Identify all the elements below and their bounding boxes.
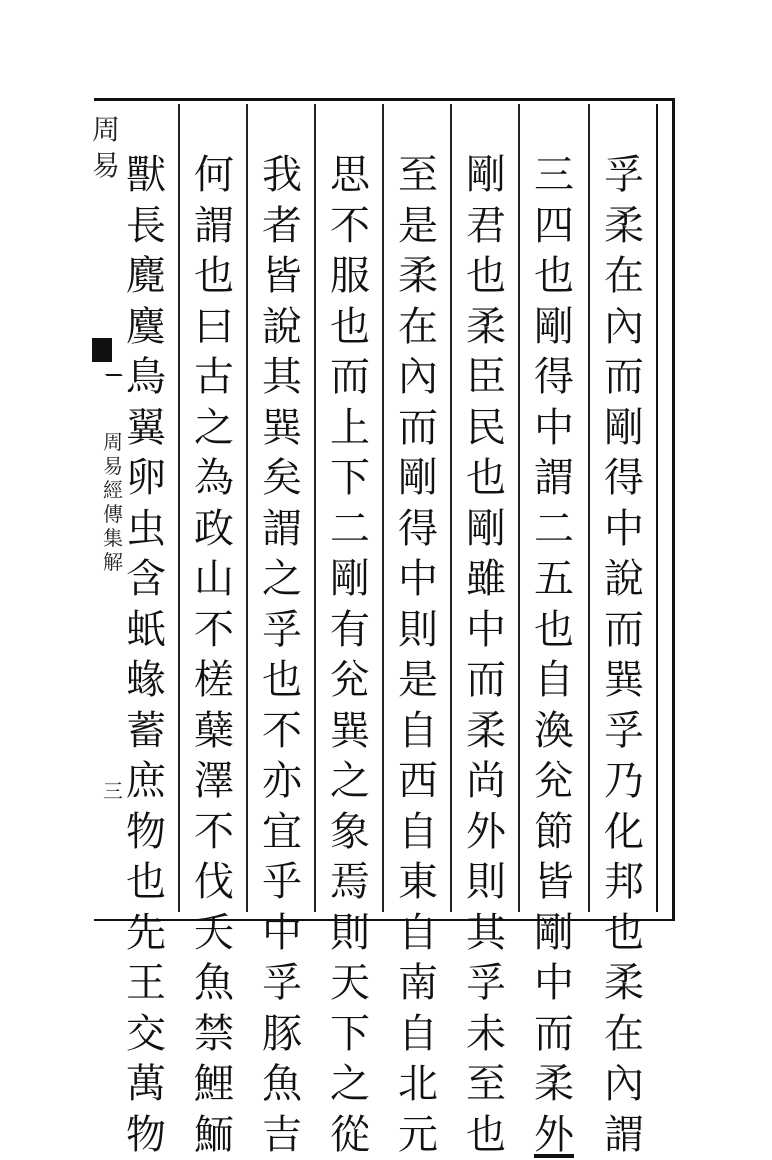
glyph: 宜 <box>262 807 302 858</box>
glyph: 也 <box>466 453 506 504</box>
glyph: 象 <box>330 807 370 858</box>
glyph: 北 <box>398 1059 438 1110</box>
glyph: 古 <box>194 352 234 403</box>
glyph: 而 <box>604 605 644 656</box>
glyph: 為 <box>194 453 234 504</box>
glyph: 矣 <box>262 453 302 504</box>
glyph: 庶 <box>126 756 166 807</box>
glyph: 巽 <box>262 403 302 454</box>
glyph: 謂 <box>194 201 234 252</box>
margin-title <box>92 112 120 184</box>
glyph: 元 <box>398 1110 438 1160</box>
margin-glyph: 易 <box>92 148 120 184</box>
glyph: 曰 <box>194 302 234 353</box>
glyph: 麌 <box>126 302 166 353</box>
glyph: 剛 <box>466 504 506 555</box>
glyph: 者 <box>262 201 302 252</box>
glyph: 天 <box>330 958 370 1009</box>
glyph: 皆 <box>262 251 302 302</box>
glyph: 柔 <box>604 201 644 252</box>
glyph: 謂 <box>604 1110 644 1160</box>
glyph: 則 <box>398 605 438 656</box>
glyph: 長 <box>126 201 166 252</box>
glyph: 亦 <box>262 756 302 807</box>
column-rule <box>382 104 384 912</box>
glyph: 孚 <box>604 150 644 201</box>
margin-glyph: 周 <box>92 112 120 148</box>
glyph: 四 <box>534 201 574 252</box>
glyph: 中 <box>262 908 302 959</box>
glyph: 中 <box>534 403 574 454</box>
glyph: 剛 <box>604 403 644 454</box>
glyph: 山 <box>194 554 234 605</box>
glyph: 麑 <box>126 251 166 302</box>
glyph: 內 <box>604 302 644 353</box>
glyph: 也 <box>262 655 302 706</box>
glyph: 至 <box>398 150 438 201</box>
glyph: 也 <box>194 251 234 302</box>
glyph: 不 <box>262 706 302 757</box>
glyph: 焉 <box>330 857 370 908</box>
glyph: 之 <box>194 403 234 454</box>
glyph: 是 <box>398 201 438 252</box>
glyph: 萬 <box>126 1059 166 1110</box>
page-frame-inner-rule <box>656 104 662 912</box>
glyph: 之 <box>330 756 370 807</box>
glyph: 在 <box>398 302 438 353</box>
glyph: 蘖 <box>194 706 234 757</box>
glyph: 民 <box>466 403 506 454</box>
glyph: 柔 <box>398 251 438 302</box>
glyph: 邦 <box>604 857 644 908</box>
glyph: 自 <box>398 706 438 757</box>
glyph: 之 <box>330 1059 370 1110</box>
glyph: 說 <box>262 302 302 353</box>
glyph: 蓄 <box>126 706 166 757</box>
glyph: 剛 <box>534 908 574 959</box>
glyph: 思 <box>330 150 370 201</box>
text-column-4 <box>390 150 446 1160</box>
glyph: 之 <box>262 554 302 605</box>
glyph: 得 <box>534 352 574 403</box>
glyph: 下 <box>330 1009 370 1060</box>
glyph: 南 <box>398 958 438 1009</box>
glyph: 剛 <box>466 150 506 201</box>
glyph: 剛 <box>398 453 438 504</box>
glyph: 節 <box>534 807 574 858</box>
column-rule <box>588 104 590 912</box>
glyph: 得 <box>398 504 438 555</box>
glyph: 孚 <box>262 958 302 1009</box>
margin-page-number: 三 <box>102 775 124 804</box>
glyph: 其 <box>262 352 302 403</box>
column-rule <box>450 104 452 912</box>
glyph: 其 <box>466 908 506 959</box>
glyph: 外 <box>534 1110 574 1160</box>
glyph: 澤 <box>194 756 234 807</box>
glyph: 而 <box>398 403 438 454</box>
glyph: 三 <box>534 150 574 201</box>
glyph: 得 <box>604 453 644 504</box>
glyph: 中 <box>398 554 438 605</box>
glyph: 而 <box>534 1009 574 1060</box>
glyph: 至 <box>466 1059 506 1110</box>
text-column-2 <box>526 150 582 1160</box>
glyph: 臣 <box>466 352 506 403</box>
text-column-1 <box>596 150 652 1160</box>
glyph: 雖 <box>466 554 506 605</box>
glyph: 鮞 <box>194 1110 234 1160</box>
glyph: 交 <box>126 1009 166 1060</box>
glyph: 巽 <box>330 706 370 757</box>
text-column-5 <box>322 150 378 1160</box>
glyph: 也 <box>330 302 370 353</box>
glyph: 魚 <box>194 958 234 1009</box>
glyph: 內 <box>604 1059 644 1110</box>
glyph: 柔 <box>466 706 506 757</box>
margin-glyph: 集 <box>103 526 123 550</box>
glyph: 兊 <box>330 655 370 706</box>
glyph: 而 <box>604 352 644 403</box>
glyph: 禁 <box>194 1009 234 1060</box>
glyph: 蚔 <box>126 605 166 656</box>
glyph: 也 <box>534 605 574 656</box>
margin-glyph: 周 <box>103 430 123 454</box>
glyph: 自 <box>398 908 438 959</box>
glyph: 巽 <box>604 655 644 706</box>
glyph: 先 <box>126 908 166 959</box>
glyph: 而 <box>330 352 370 403</box>
glyph: 有 <box>330 605 370 656</box>
glyph: 在 <box>604 251 644 302</box>
glyph: 卵 <box>126 453 166 504</box>
glyph: 自 <box>398 807 438 858</box>
glyph: 剛 <box>330 554 370 605</box>
glyph: 說 <box>604 554 644 605</box>
margin-glyph: 解 <box>103 550 123 574</box>
glyph: 不 <box>194 807 234 858</box>
glyph: 夭 <box>194 908 234 959</box>
glyph: 內 <box>398 352 438 403</box>
column-rule <box>178 104 180 912</box>
glyph: 也 <box>604 908 644 959</box>
glyph: 謂 <box>262 504 302 555</box>
glyph: 西 <box>398 756 438 807</box>
glyph: 不 <box>194 605 234 656</box>
glyph: 外 <box>466 807 506 858</box>
glyph: 鯉 <box>194 1059 234 1110</box>
glyph: 豚 <box>262 1009 302 1060</box>
glyph: 是 <box>398 655 438 706</box>
glyph: 物 <box>126 1110 166 1160</box>
glyph: 兊 <box>534 756 574 807</box>
glyph: 皆 <box>534 857 574 908</box>
glyph: 謂 <box>534 453 574 504</box>
glyph: 柔 <box>534 1059 574 1110</box>
glyph: 鳥 <box>126 352 166 403</box>
glyph: 從 <box>330 1110 370 1160</box>
glyph: 物 <box>126 807 166 858</box>
text-column-7 <box>186 150 242 1160</box>
glyph: 而 <box>466 655 506 706</box>
glyph: 則 <box>466 857 506 908</box>
glyph: 孚 <box>262 605 302 656</box>
glyph: 二 <box>534 504 574 555</box>
glyph: 服 <box>330 251 370 302</box>
glyph: 不 <box>330 201 370 252</box>
glyph: 我 <box>262 150 302 201</box>
glyph: 槎 <box>194 655 234 706</box>
text-column-6 <box>254 150 310 1160</box>
glyph: 渙 <box>534 706 574 757</box>
glyph: 柔 <box>466 302 506 353</box>
fishtail-mark <box>92 338 112 362</box>
glyph: 也 <box>466 251 506 302</box>
glyph: 自 <box>398 1009 438 1060</box>
glyph: 乎 <box>262 857 302 908</box>
margin-glyph: 易 <box>103 454 123 478</box>
glyph: 虫 <box>126 504 166 555</box>
glyph: 五 <box>534 554 574 605</box>
glyph: 二 <box>330 504 370 555</box>
glyph: 也 <box>126 857 166 908</box>
glyph: 政 <box>194 504 234 555</box>
glyph: 在 <box>604 1009 644 1060</box>
glyph: 上 <box>330 403 370 454</box>
column-rule <box>314 104 316 912</box>
glyph: 化 <box>604 807 644 858</box>
glyph: 自 <box>534 655 574 706</box>
glyph: 剛 <box>534 302 574 353</box>
margin-glyph: 經 <box>103 478 123 502</box>
glyph: 何 <box>194 150 234 201</box>
glyph: 君 <box>466 201 506 252</box>
glyph: 吉 <box>262 1110 302 1160</box>
glyph: 中 <box>534 958 574 1009</box>
glyph: 尚 <box>466 756 506 807</box>
glyph: 東 <box>398 857 438 908</box>
glyph: 魚 <box>262 1059 302 1110</box>
glyph: 柔 <box>604 958 644 1009</box>
glyph: 下 <box>330 453 370 504</box>
glyph: 中 <box>604 504 644 555</box>
margin-glyph: 傳 <box>103 502 123 526</box>
glyph: 也 <box>534 251 574 302</box>
glyph: 含 <box>126 554 166 605</box>
glyph: 王 <box>126 958 166 1009</box>
glyph: 孚 <box>604 706 644 757</box>
column-rule <box>246 104 248 912</box>
glyph: 孚 <box>466 958 506 1009</box>
glyph: 中 <box>466 605 506 656</box>
glyph: 則 <box>330 908 370 959</box>
text-column-3 <box>458 150 514 1160</box>
glyph: 未 <box>466 1009 506 1060</box>
glyph: 也 <box>466 1110 506 1160</box>
glyph: 伐 <box>194 857 234 908</box>
glyph: 蝝 <box>126 655 166 706</box>
text-column-8 <box>118 150 174 1160</box>
glyph: 乃 <box>604 756 644 807</box>
column-rule <box>518 104 520 912</box>
glyph: 翼 <box>126 403 166 454</box>
glyph: 獸 <box>126 150 166 201</box>
